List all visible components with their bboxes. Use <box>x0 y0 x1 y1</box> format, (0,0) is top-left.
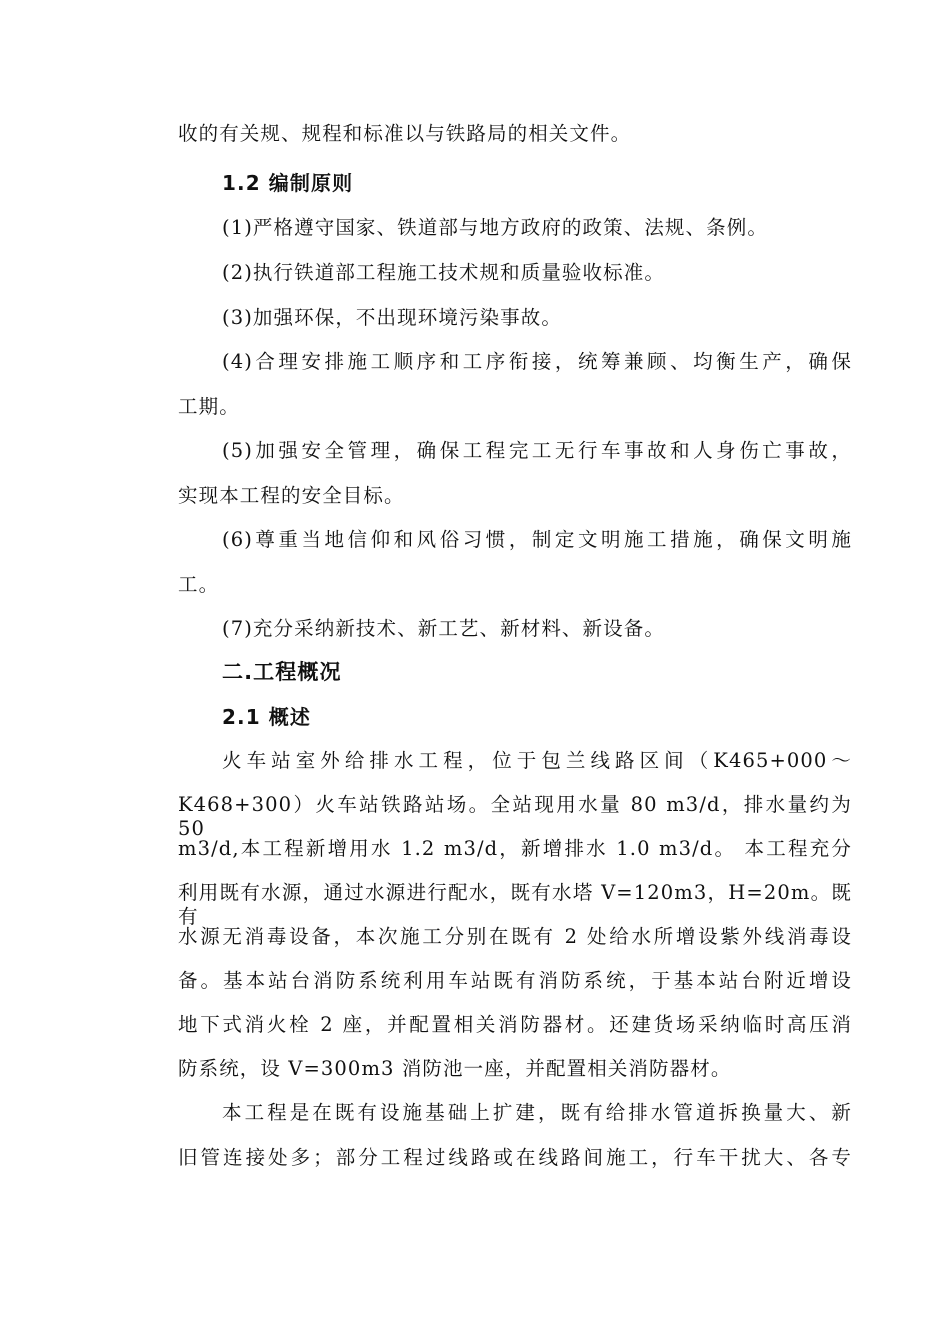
paragraph-line: 旧管连接处多；部分工程过线路或在线路间施工，行车干扰大、各专 <box>178 1146 852 1169</box>
list-item-1: (1)严格遵守国家、铁道部与地方政府的政策、法规、条例。 <box>222 216 768 239</box>
paragraph-line: m3/d,本工程新增用水 1.2 m3/d，新增排水 1.0 m3/d。 本工程充分 <box>178 837 852 860</box>
list-item-4: (4)合理安排施工顺序和工序衔接，统筹兼顾、均衡生产，确保 <box>222 350 852 373</box>
paragraph-line: 本工程是在既有设施基础上扩建，既有给排水管道拆换量大、新 <box>222 1101 852 1124</box>
paragraph-line: 收的有关规、规程和标准以与铁路局的相关文件。 <box>178 122 632 145</box>
list-item-6: (6)尊重当地信仰和风俗习惯，制定文明施工措施，确保文明施 <box>222 528 852 551</box>
section-heading-2-1: 2.1 概述 <box>222 705 311 729</box>
paragraph-line: 备。基本站台消防系统利用车站既有消防系统，于基本站台附近增设 <box>178 969 852 992</box>
paragraph-line: 火车站室外给排水工程，位于包兰线路区间（K465+000～ <box>222 749 852 772</box>
list-item-3: (3)加强环保，不出现环境污染事故。 <box>222 306 562 329</box>
list-item-5-cont: 实现本工程的安全目标。 <box>178 484 405 507</box>
paragraph-line: 水源无消毒设备，本次施工分别在既有 2 处给水所增设紫外线消毒设 <box>178 925 852 948</box>
list-item-6-cont: 工。 <box>178 573 220 596</box>
paragraph-line: 利用既有水源，通过水源进行配水，既有水塔 V=120m3，H=20m。既有 <box>178 881 852 928</box>
chapter-heading-2: 二.工程概况 <box>222 660 342 684</box>
paragraph-line: 地下式消火栓 2 座，并配置相关消防器材。还建货场采纳临时高压消 <box>178 1013 852 1036</box>
list-item-2: (2)执行铁道部工程施工技术规和质量验收标准。 <box>222 261 665 284</box>
list-item-5: (5)加强安全管理，确保工程完工无行车事故和人身伤亡事故， <box>222 439 852 462</box>
paragraph-line: 防系统，设 V=300m3 消防池一座，并配置相关消防器材。 <box>178 1057 732 1080</box>
list-item-7: (7)充分采纳新技术、新工艺、新材料、新设备。 <box>222 617 665 640</box>
paragraph-line: K468+300）火车站铁路站场。全站现用水量 80 m3/d，排水量约为 50 <box>178 793 852 840</box>
section-heading-1-2: 1.2 编制原则 <box>222 171 354 195</box>
list-item-4-cont: 工期。 <box>178 395 240 418</box>
